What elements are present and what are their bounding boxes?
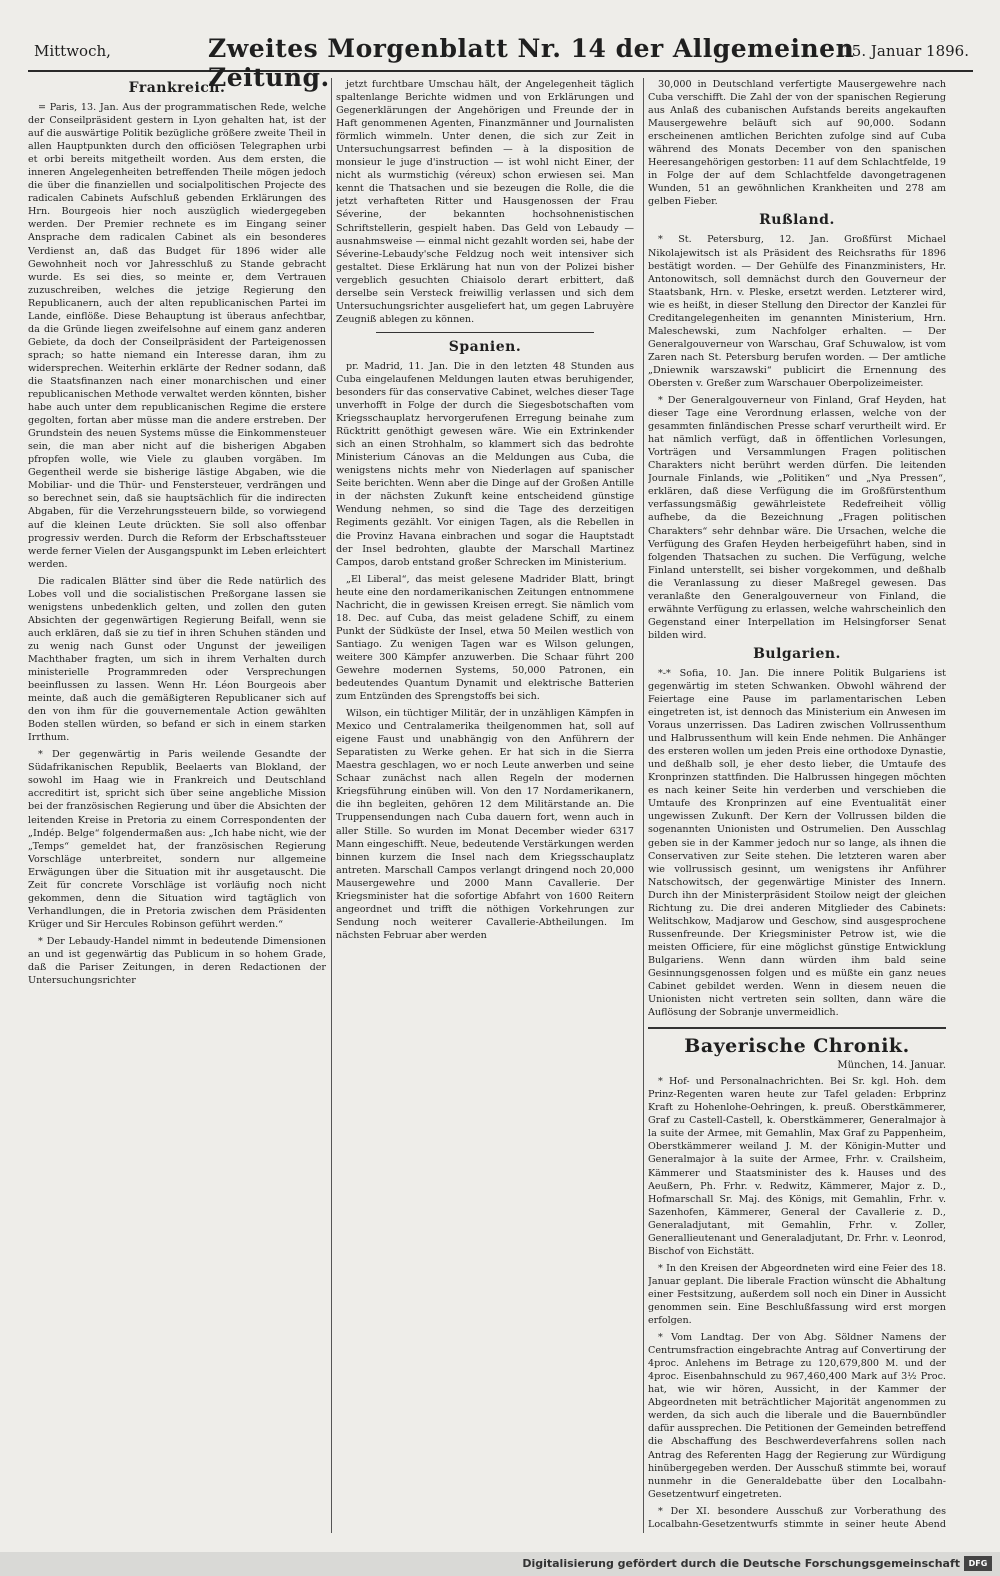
footer-credit: Digitalisierung gefördert durch die Deutsche Forschungsgemeinschaft	[522, 1557, 960, 1570]
section-heading-bayern: Bayerische Chronik.	[684, 1035, 910, 1058]
article-paragraph: 30,000 in Deutschland verfertigte Mausergewehre nach Cuba verschifft. Die Zahl der von der spanischen Regierung aus Anlaß des cubanischen Aufstands bereits angekauften Mausergewehre beläuft sich auf 90,000. Sodann erscheinenen amtlichen Berichten zufolge sind auf Cuba während des Monats December von den spanischen Heeresangehörigen gestorben: 11 auf dem Schlachtfelde, 19 in Folge der auf dem Schlachtfelde davongetragenen Wunden, 51 an gewöhnlichen Krankheiten und 278 am gelben Fieber.	[648, 79, 946, 208]
article-paragraph: * St. Petersburg, 12. Jan. Großfürst Michael Nikolajewitsch ist als Präsident des Reichsraths für 1896 bestätigt worden. — Der Gehülfe des Finanzministers, Hr. Antonowitsch, soll demnächst durch den Gouverneur der Staatsbank, Hrn. v. Pleske, ersetzt werden. Letzterer wird, wie es heißt, in dieser Stellung den Director der Kanzlei für Creditangelegenheiten im genannten Ministerium, Hrn. Maleschewski, zum Nachfolger erhalten. — Der Generalgouverneur von Warschau, Graf Schuwalow, ist vom Zaren nach St. Petersburg berufen worden. — Der amtliche „Dniewnik warszawski“ publicirt die Ernennung des Obersten v. Greßer zum Warschauer Oberpolizeimeister.	[648, 234, 946, 389]
section-heading-frankreich: Frankreich.	[128, 80, 226, 96]
digitization-footer	[0, 1552, 1000, 1576]
section-separator	[376, 332, 594, 333]
dfg-logo-icon: DFG	[964, 1556, 992, 1571]
column-divider	[643, 78, 644, 1533]
article-paragraph: jetzt furchtbare Umschau hält, der Angelegenheit täglich spaltenlange Berichte widmen und von Erklärungen und Gegenerklärungen der Angehörigen und Freunde der in Haft genommenen Agenten, Finanzmänner und Journalisten förmlich wimmeln. Unter denen, die sich zur Zeit in Untersuchungsarrest befinden — à la disposition de monsieur le juge d'instruction — ist wohl nicht Einer, der nicht als wurmstichig (véreux) schon erwiesen sei. Man kennt die Thatsachen und sie bezeugen die Rolle, die die jetzt verhafteten Ritter und Hausgenossen der Frau Séverine, der bekannten hochsohnenistischen Schriftstellerin, gespielt haben. Das Geld von Lebaudy — ausnahmsweise — einmal nicht gezahlt worden sei, habe der Séverine-Lebaudy'sche Feldzug noch weit intensiver sich gestaltet. Diese Erklärung hat nun von der Polizei bisher vergeblich gesuchten Chiaisolo derart erbittert, daß derselbe sein Versteck freiwillig verlassen und sich dem Untersuchungsrichter ausgeliefert hat, um gegen Labruyère Zeugniß ablegen zu können.	[336, 79, 634, 325]
dateline: München, 14. Januar.	[837, 1060, 946, 1072]
column-2	[336, 78, 634, 1533]
column-3	[648, 78, 946, 1533]
masthead-title: Zweites Morgenblatt Nr. 14 der Allgemeinen Zeitung.	[208, 34, 855, 92]
section-heading-russland: Rußland.	[759, 212, 835, 229]
article-paragraph: * Der gegenwärtig in Paris weilende Gesandte der Südafrikanischen Republik, Beelaerts van Blokland, der sowohl im Haag wie in Frankreich und Deutschland accreditirt ist, spricht sich über seine angebliche Mission bei der französischen Regierung und über die Absichten der leitenden Kreise in Pretoria zu einem Correspondenten der „Indép. Belge“ folgendermaßen aus: „Ich habe nicht, wie der „Temps“ gemeldet hat, der französischen Regierung Vorschläge unterbreitet, sondern nur allgemeine Erwägungen über die Situation mit ihr ausgetauscht. Die Zeit für concrete Vorschläge ist vorläufig noch nicht gekommen, denn die Situation wird tagtäglich von Verhandlungen, die in Pretoria zwischen dem Präsidenten Krüger und Sir Hercules Robinson geführt werden.“	[28, 749, 326, 930]
article-paragraph: * Der Generalgouverneur von Finland, Graf Heyden, hat dieser Tage eine Verordnung erlassen, welche von der gesammten finländischen Presse scharf verurtheilt wird. Er hat nämlich verfügt, daß in öffentlichen Vorlesungen, Vorträgen und Versammlungen Fragen politischen Charakters nicht berührt werden dürfen. Die leitenden Journale Finlands, wie „Politiken“ und „Nya Pressen“, erklären, daß diese Verfügung die im Großfürstenthum verfassungsmäßig gewährleistete Redefreiheit völlig aufhebe, da die Bezeichnung „Fragen politischen Charakters“ sehr dehnbar wäre. Die Ursachen, welche die Verfügung des Grafen Heyden herbeigeführt haben, sind in folgenden Thatsachen zu suchen. Die Verfügung, welche Finland unterstellt, sei bisher vorgekommen, und deßhalb die Veranlassung zu dieser Maßregel gewesen. Das veranlaßte den Generalgouverneur von Finland, die erwähnte Verfügung zu erlassen, welche wahrscheinlich den Gegenstand einer Interpellation im Helsingforser Senat bilden wird.	[648, 395, 946, 641]
article-paragraph: * Der XI. besondere Ausschuß zur Vorberathung des Localbahn-Gesetzentwurfs stimmte in seiner heute Abend	[648, 1505, 946, 1530]
section-separator	[648, 1027, 946, 1029]
section-heading-spanien: Spanien.	[448, 338, 522, 355]
column-1	[28, 78, 326, 1533]
article-paragraph: * Der Lebaudy-Handel nimmt in bedeutende Dimensionen an und ist gegenwärtig das Publicum in so hohem Grade, daß die Pariser Zeitungen, in deren Redactionen der Untersuchungsrichter	[28, 935, 326, 987]
section-heading-bulgarien: Bulgarien.	[753, 645, 841, 662]
article-paragraph: „El Liberal“, das meist gelesene Madrider Blatt, bringt heute eine den nordamerikanischen Zeitungen entnommene Nachricht, die in gewissen Kreisen erregt. Sie nämlich vom 18. Dec. auf Cuba, das meist geladene Schiff, zu einem Punkt der Südküste der Insel, etwa 50 Meilen westlich von Santiago. Zu wenigen Tagen war es Wilson gelungen, weitere 300 Kämpfer anzuwerben. Die Schaar führt 200 Gewehre modernen Systems, 50,000 Patronen, ein bedeutendes Quantum Dynamit und elektrische Batterien zum Entzünden des Sprengstoffs bei sich.	[336, 573, 634, 703]
article-paragraph: * In den Kreisen der Abgeordneten wird eine Feier des 18. Januar geplant. Die liberale Fraction wünscht die Abhaltung einer Festsitzung, außerdem soll noch ein Diner in Aussicht genommen sein. Eine Beschlußfassung wird erst morgen erfolgen.	[648, 1262, 946, 1327]
article-paragraph: * Vom Landtag. Der von Abg. Söldner Namens der Centrumsfraction eingebrachte Antrag auf Convertirung der 4proc. Anlehens im Betrage zu 120,679,800 M. und der 4proc. Eisenbahnschuld zu 967,460,400 Mark auf 3½ Proc. hat, wie wir hören, Aussicht, in der Kammer der Abgeordneten mit beträchtlicher Majorität angenommen zu werden, da sich auch die liberale und die Bauernbündler dafür aussprechen. Die Petitionen der Gemeinden betreffend die Abschaffung des Beschwerdeverfahrens sollen nach Antrag des Referenten Hagg der Regierung zur Würdigung hinübergegeben werden. Der Ausschuß stimmte bei, worauf nunmehr in die Generaldebatte über den Localbahn-Gesetzentwurf eingetreten.	[648, 1332, 946, 1500]
column-divider	[331, 78, 332, 1533]
article-paragraph: Die radicalen Blätter sind über die Rede natürlich des Lobes voll und die socialistischen Preßorgane lassen sie wenigstens unbedenklich gelten, und zollen den guten Absichten der gegenwärtigen Regierung Beifall, wenn sie auch erklären, daß sie zu tief in ihren Schuhen ständen und zu wenig nach Gunst oder Ungunst der jeweiligen Machthaber fragten, um sich in ihrem Verhalten durch ministerielle Programmreden oder Versprechungen beeinflussen zu lassen. Wenn Hr. Léon Bourgeois aber meinte, daß auch die gemäßigteren Republicaner sich auf den von ihm für die gouvernementale Action gewählten Boden stellen würden, so befand er sich in einem starken Irrthum.	[28, 575, 326, 744]
article-paragraph: = Paris, 13. Jan. Aus der programmatischen Rede, welche der Conseilpräsident gestern in Lyon gehalten hat, ist der auf die auswärtige Politik bezügliche größere zweite Theil in allen Hauptpunkten durch den officiösen Telegraphen urbi et orbi bereits mitgetheilt worden. Aus dem ersten, die inneren Angelegenheiten betreffenden Theile mögen jedoch die über die finanziellen und socialpolitischen Projecte des radicalen Cabinets Aufschluß gebenden Erklärungen des Hrn. Bourgeois hier noch auszüglich wiedergegeben werden. Der Premier rechnete es im Eingang seiner Ansprache dem radicalen Cabinet als ein besonderes Verdienst an, daß das Budget für 1896 wider alle Gewohnheit noch vor Jahresschluß zu Stande gebracht wurde. Es sei dies, so meinte er, dem Vertrauen zuzuschreiben, welches die jetzige Regierung den Republicanern, auch der alten republicanischen Partei im Lande, einflöße. Diese Behauptung ist überaus anfechtbar, da die Gründe liegen zweifelsohne auf einem ganz anderen Gebiete, da doch der Conseilpräsident der Parteigenossen sprach; so hatte niemand ein Interesse daran, ihm zu widersprechen. Weiterhin erklärte der Redner sodann, daß die Staatsfinanzen nach einer monarchischen und einer republicanischen Methode verwaltet werden könnten, bisher habe auch unter dem republicanischen Regime die erstere gegolten, fortan aber müsse man die andere erstreben. Der Grundstein des neuen Systems müsse die Einkommensteuer sein, die man aber nicht auf die bisherigen Abgaben pfropfen wolle, wie Viele zu glauben vorgäben. Im Gegentheil werde sie bisherige lästige Abgaben, wie die Mobiliar- und die Thür- und Fenstersteuer, verdrängen und so berechnet sein, daß sie hauptsächlich für die indirecten Abgaben, für die Verzehrungssteuern bilde, so vorwiegend auf die kleinen Leute drückten. Sie soll also offenbar progressiv werden. Durch die Reform der Erbschaftssteuer werde ferner Vielen der Ausgangspunkt im Leben erleichtert werden.	[28, 102, 326, 570]
masthead-date: 15. Januar 1896.	[842, 42, 969, 60]
article-paragraph: Wilson, ein tüchtiger Militär, der in unzähligen Kämpfen in Mexico und Centralamerika theilgenommen hat, soll auf eigene Faust und unabhängig von den Anführern der Separatisten zu Werke gehen. Er hat sich in die Sierra Maestra geschlagen, wo er noch Leute anwerben und seine Schaar zunächst nach allen Regeln der modernen Kriegsführung einüben will. Von den 17 Nordamerikanern, die ihn begleiten, gehören 12 dem Militärstande an. Die Truppensendungen nach Cuba dauern fort, wenn auch in aller Stille. So wurden im Monat December wieder 6317 Mann eingeschifft. Neue, bedeutende Verstärkungen werden binnen kurzem die Insel nach dem Kriegsschauplatz antreten. Marschall Campos verlangt dringend noch 20,000 Mausergewehre und 2000 Mann Cavallerie. Der Kriegsminister hat die sofortige Abfahrt von 1600 Reitern angeordnet und trifft die nöthigen Vorkehrungen zur Sendung noch weiterer Cavallerie-Abtheilungen. Im nächsten Februar aber werden	[336, 708, 634, 941]
article-paragraph: pr. Madrid, 11. Jan. Die in den letzten 48 Stunden aus Cuba eingelaufenen Meldungen lauten etwas beruhigender, besonders für das conservative Cabinet, welches dieser Tage unverhofft in Folge der durch die Siegesbotschaften vom Kriegsschauplatz hervorgerufenen Erregung beinahe zum Rücktritt genöthigt gewesen wäre. Wie ein Extrinkender sich an einen Strohhalm, so klammert sich das bedrohte Ministerium Cánovas an die Meldungen aus Cuba, die wenigstens nichts mehr von Niederlagen auf spanischer Seite berichten. Wenn aber die Dinge auf der Großen Antille in der nächsten Zukunft keine entscheidend günstige Wendung nehmen, so sind die Tage des derzeitigen Regiments gezählt. Vor einigen Tagen, als die Rebellen in die Provinz Havana einbrachen und sogar die Hauptstadt der Insel bedrohten, glaubte der Marschall Martinez Campos, darob entstand großer Schrecken im Ministerium.	[336, 360, 634, 568]
article-paragraph: * Hof- und Personalnachrichten. Bei Sr. kgl. Hoh. dem Prinz-Regenten waren heute zur Tafel geladen: Erbprinz Kraft zu Hohenlohe-Oehringen, k. preuß. Oberstkämmerer, Graf zu Castell-Castell, k. Oberstkämmerer, Generalmajor à la suite der Armee, mit Gemahlin, Max Graf zu Pappenheim, Oberstkämmerer weiland J. M. der Königin-Mutter und Generalmajor à la suite der Armee, Frhr. v. Crailsheim, Kämmerer und Staatsminister des k. Hauses und des Aeußern, Ph. Frhr. v. Redwitz, Kämmerer, Major z. D., Hofmarschall Sr. Maj. des Königs, mit Gemahlin, Frhr. v. Sazenhofen, Kämmerer, General der Cavallerie z. D., Generaladjutant, mit Gemahlin, Frhr. v. Zoller, Generallieutenant und Generaladjutant, Dr. Frhr. v. Leonrod, Bischof von Eichstätt.	[648, 1076, 946, 1257]
masthead-day: Mittwoch,	[34, 42, 111, 60]
article-paragraph: *-* Sofia, 10. Jan. Die innere Politik Bulgariens ist gegenwärtig im steten Schwanken. Obwohl während der Feiertage eine Pause im parlamentarischen Leben eingetreten ist, ist dennoch das Ministerium ein Anwesen im Voraus unzerrissen. Das Ladiren zwischen Vollrussenthum und Halbrussenthum will kein Ende nehmen. Die Anhänger des ersteren wollen um jeden Preis eine orthodoxe Dynastie, und deßhalb soll, je eher desto lieber, die Umtaufe des Kronprinzen stattfinden. Die Halbrussen hingegen möchten es nach keiner Seite hin verderben und verschieben die Umtaufe des Kronprinzen auf eine Eventualität einer ungewissen Zukunft. Der Kern der Vollrussen bilden die sogenannten Unionisten und Ostrumelien. Den Ausschlag geben sie in der Kammer jedoch nur so lange, als ihnen die Conservativen zur Seite stehen. Die letzteren waren aber wie vollrussisch gesinnt, um wenigstens ihr Anführer Natschowitsch, der gegenwärtige Minister des Innern. Durch ihn der Ministerpräsident Stoilow neigt der gleichen Richtung zu. Die drei anderen Mitglieder des Cabinets: Welitschkow, Madjarow und Geschow, sind ausgesprochene Russenfreunde. Der Kriegsminister Petrow ist, wie die meisten Officiere, für eine möglichst günstige Entwicklung Bulgariens. Wenn dann würden ihm bald seine Gesinnungsgenossen folgen und es müßte ein ganz neues Cabinet gebildet werden. Wenn in diesem neuen die Unionisten nicht vertreten sein sollten, dann wäre die Auflösung der Sobranje unvermeidlich.	[648, 667, 946, 1019]
